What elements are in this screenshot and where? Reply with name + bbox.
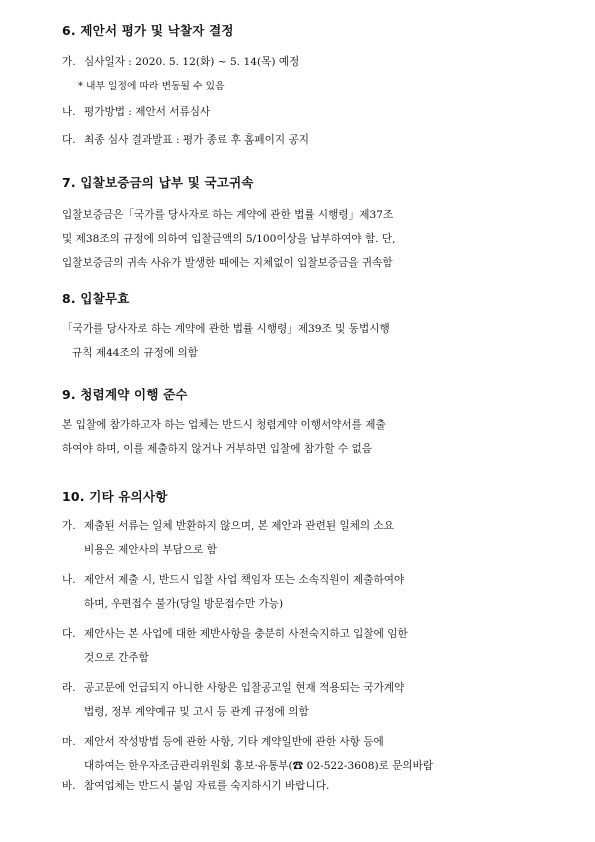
item-text-line-2: 것으로 간주함 (84, 652, 149, 664)
item-marker: 바. (62, 780, 76, 792)
item-marker: 나. (62, 106, 76, 118)
review-date-text: 심사일자 : 2020. 5. 12(화) ~ 5. 14(목) 예정 (84, 56, 300, 68)
section-9-line-1: 본 입찰에 참가하고자 하는 업체는 반드시 청렴계약 이행서약서를 제출 (62, 419, 386, 431)
item-text-line-1: 제안서 작성방법 등에 관한 사항, 기타 계약일반에 관한 사항 등에 (84, 736, 384, 748)
section-6-title: 6. 제안서 평가 및 낙찰자 결정 (62, 23, 234, 38)
item-marker: 라. (62, 682, 76, 694)
evaluation-method-text: 평가방법 : 제안서 서류심사 (84, 106, 211, 118)
section-6 (62, 22, 552, 162)
item-marker: 가. (62, 520, 76, 532)
section-7-line-3: 입찰보증금의 귀속 사유가 발생한 때에는 지체없이 입찰보증금을 귀속함 (62, 257, 393, 269)
item-text-line-1: 제안서 제출 시, 반드시 입찰 사업 책임자 또는 소속직원이 제출하여야 (84, 574, 405, 586)
item-marker: 다. (62, 134, 76, 146)
item-text-line-1: 참여업체는 반드시 붙임 자료를 숙지하시기 바랍니다. (84, 780, 330, 792)
section-10-item-a (62, 514, 552, 566)
item-marker: 가. (62, 56, 76, 68)
final-result-text: 최종 심사 결과발표 : 평가 종료 후 홈페이지 공지 (84, 134, 309, 146)
section-6-item-c (62, 128, 552, 152)
item-marker: 다. (62, 628, 76, 640)
section-6-item-a (62, 50, 552, 74)
section-8 (62, 290, 552, 370)
section-10-item-d (62, 676, 552, 728)
section-7-line-2: 및 제38조의 규정에 의하여 입찰금액의 5/100이상을 납부하여야 함. 단, (62, 233, 396, 245)
section-10-item-f (62, 774, 552, 800)
section-10-title: 10. 기타 유의사항 (62, 489, 168, 504)
section-9-title: 9. 청렴계약 이행 준수 (62, 387, 188, 402)
section-10-item-c (62, 622, 552, 674)
section-10 (62, 488, 552, 808)
section-6-item-b (62, 100, 552, 124)
section-7-title: 7. 입찰보증금의 납부 및 국고귀속 (62, 175, 254, 190)
item-marker: 마. (62, 736, 76, 748)
section-10-item-b (62, 568, 552, 620)
item-text-line-2: 대하여는 한우자조금관리위원회 홍보·유통부(☎ 02-522-3608)로 문의바람 (84, 760, 434, 772)
schedule-note: * 내부 일정에 따라 변동될 수 있음 (78, 81, 225, 92)
section-8-line-1: 「국가를 당사자로 하는 계약에 관한 법률 시행령」제39조 및 동법시행 (62, 323, 390, 335)
item-marker: 나. (62, 574, 76, 586)
section-8-line-2: 규칙 제44조의 규정에 의함 (72, 347, 198, 359)
section-8-title: 8. 입찰무효 (62, 291, 130, 306)
item-text-line-1: 공고문에 언급되지 아니한 사항은 입찰공고일 현재 적용되는 국가계약 (84, 682, 405, 694)
item-text-line-1: 제출된 서류는 일체 반환하지 않으며, 본 제안과 관련된 일체의 소요 (84, 520, 394, 532)
item-text-line-2: 비용은 제안사의 부담으로 함 (84, 544, 217, 556)
section-9 (62, 386, 552, 466)
section-9-line-2: 하여야 하며, 이를 제출하지 않거나 거부하면 입찰에 참가할 수 없음 (62, 443, 372, 455)
section-7-line-1: 입찰보증금은「국가를 당사자로 하는 계약에 관한 법률 시행령」제37조 (62, 209, 394, 221)
item-text-line-2: 하며, 우편접수 불가(당일 방문접수만 가능) (84, 598, 284, 610)
section-7 (62, 174, 552, 274)
item-text-line-2: 법령, 정부 계약예규 및 고시 등 관계 규정에 의함 (84, 706, 309, 718)
item-text-line-1: 제안사는 본 사업에 대한 제반사항을 충분히 사전숙지하고 입찰에 임한 (84, 628, 408, 640)
